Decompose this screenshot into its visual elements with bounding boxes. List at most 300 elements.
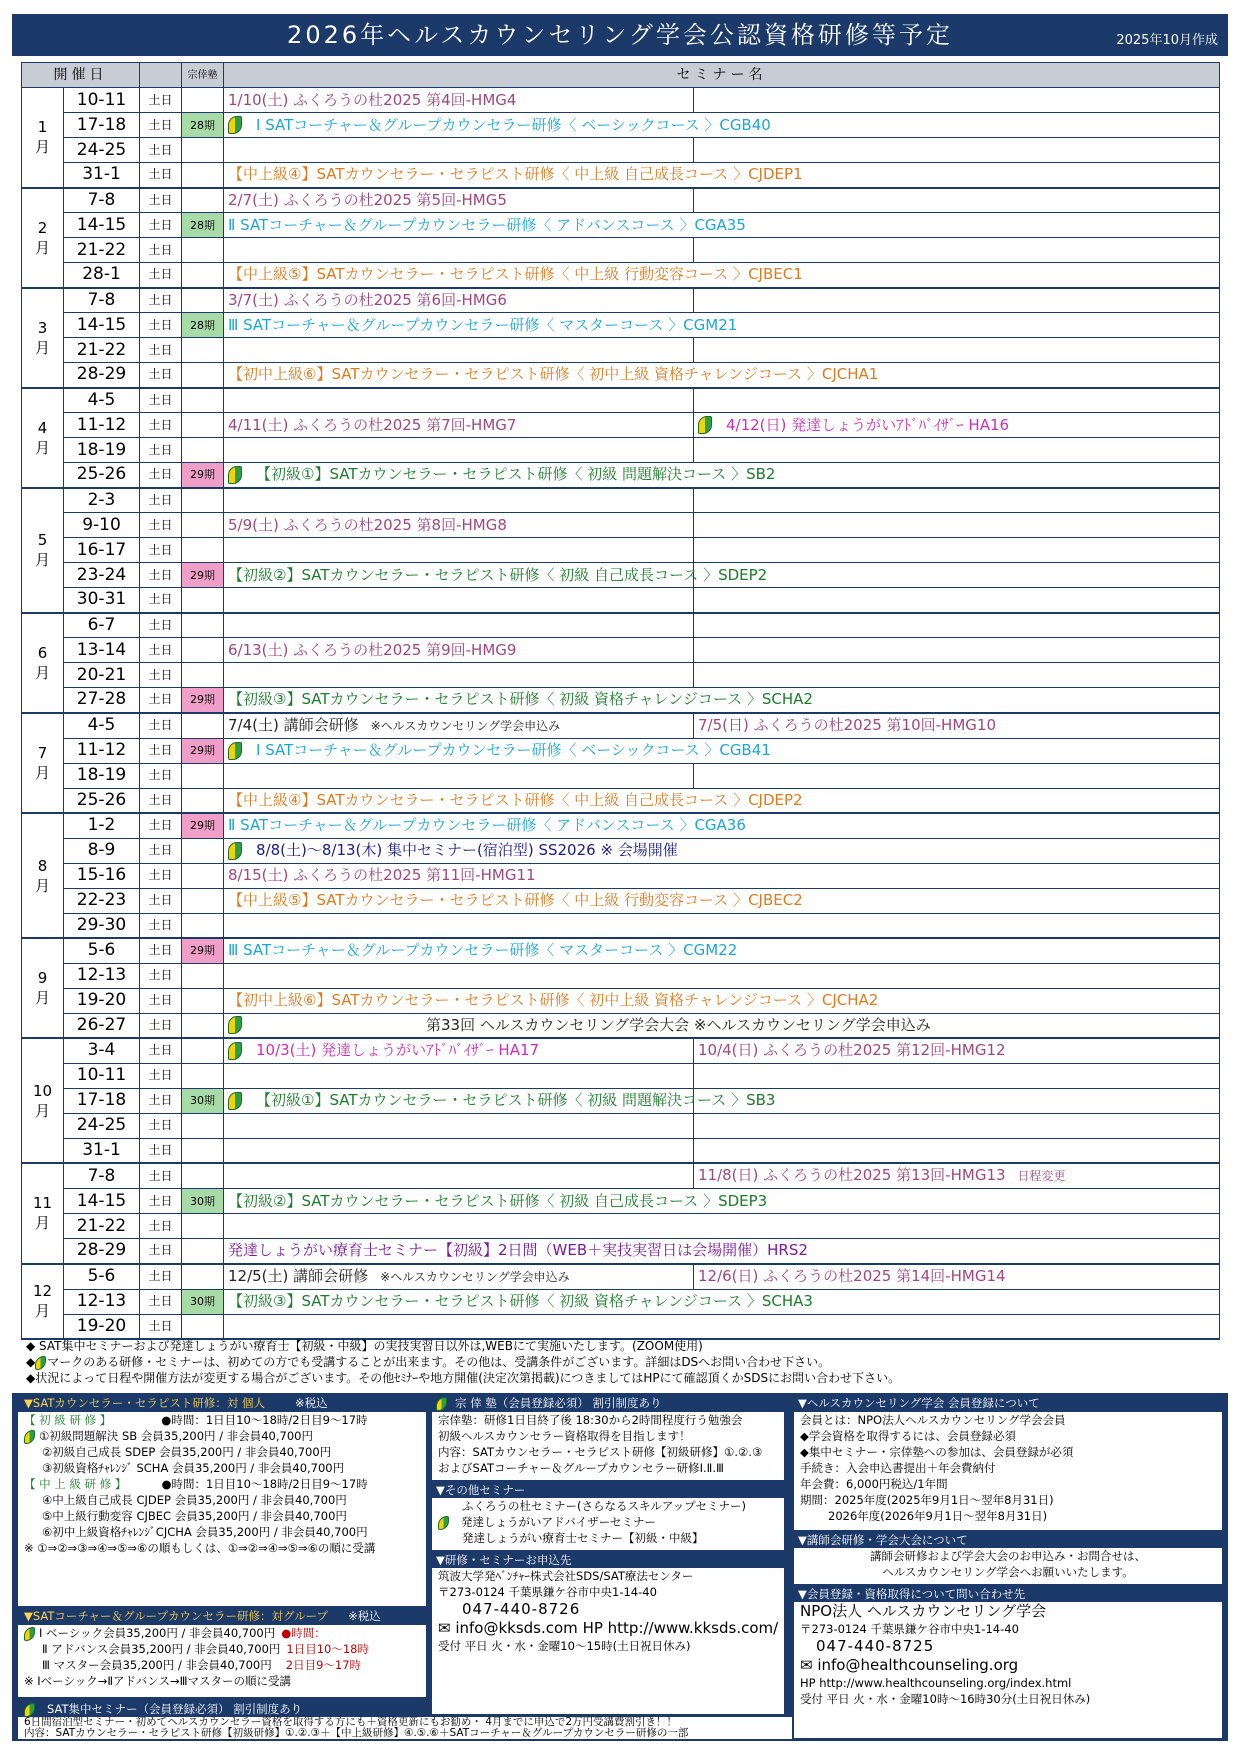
date-cell: 8-9 (64, 838, 140, 863)
day-cell: 土日 (140, 638, 182, 663)
class-cell: 29期 (182, 688, 224, 713)
date-cell: 14-15 (64, 213, 140, 238)
day-cell: 土日 (140, 1088, 182, 1113)
class-cell (182, 1113, 224, 1138)
date-cell: 16-17 (64, 538, 140, 563)
apply-link[interactable]: ✉ info@kksds.com HP http://www.kksds.com/ (438, 1619, 779, 1637)
day-cell: 土日 (140, 538, 182, 563)
table-row (22, 988, 1220, 1013)
table-row (22, 688, 1220, 713)
class-cell: 29期 (182, 563, 224, 588)
day-cell: 土日 (140, 138, 182, 163)
table-row (22, 1314, 1220, 1339)
col-header-date: 開催日 (22, 63, 140, 88)
event-cell (224, 1113, 694, 1138)
class-cell (182, 763, 224, 788)
day-cell: 土日 (140, 463, 182, 488)
event-cell-right (694, 488, 1220, 513)
beg-list: ①初級問題解決 SB 会員35,200円 / 非会員40,700円 (24, 1428, 420, 1444)
event-cell (224, 1189, 1220, 1214)
month-cell: 8 月 (22, 813, 64, 938)
event-cell (224, 1038, 694, 1063)
class-cell (182, 663, 224, 688)
event-text: 4/11(土) ふくろうの杜2025 第7回-HMG7 (228, 415, 517, 434)
table-row (22, 138, 1220, 163)
day-cell: 土日 (140, 1163, 182, 1189)
class-cell (182, 863, 224, 888)
table-row (22, 363, 1220, 388)
class-cell (182, 388, 224, 413)
table-row (22, 288, 1220, 313)
table-row (22, 1013, 1220, 1038)
date-cell: 22-23 (64, 888, 140, 913)
class-cell: 29期 (182, 463, 224, 488)
day-cell: 土日 (140, 1113, 182, 1138)
table-row (22, 238, 1220, 263)
event-cell (224, 563, 768, 588)
class-cell (182, 1314, 224, 1339)
event-text: 12/6(日) ふくろうの杜2025 第14回-HMG14 (698, 1267, 1006, 1285)
event-cell (224, 238, 694, 263)
day-cell: 土日 (140, 913, 182, 938)
month-cell: 9 月 (22, 938, 64, 1038)
event-text: 発達しょうがい療育士セミナー【初級】2日間（WEB＋実技実習日は会場開催）HRS2 (228, 1241, 808, 1260)
date-cell: 25-26 (64, 463, 140, 488)
event-cell (224, 363, 1220, 388)
beginner-mark-icon (24, 1703, 35, 1717)
month-cell: 5 月 (22, 488, 64, 613)
table-row (22, 113, 1220, 138)
event-cell-right (694, 238, 1220, 263)
table-row (22, 663, 1220, 688)
coach-box: Ⅰ ベーシック会員35,200円 / 非会員40,700円 ●時間： Ⅱ アドバンス会員35,200円 / 非会員40,700円 1日目10～18時 Ⅲ マスター会員35,200円 / 非会員40,700円 2日目9～17時 ※ Ⅰベーシック→Ⅱアドバンス→Ⅲマスターの順に受講 (18, 1625, 426, 1697)
event-cell (224, 513, 694, 538)
date-cell: 21-22 (64, 238, 140, 263)
event-text: 10/3(土) 発達しょうがいｱﾄﾞﾊﾞｲｻﾞｰ HA17 (256, 1041, 540, 1060)
event-text: Ⅲ SATコーチャー＆グループカウンセラー研修〈 マスターコース 〉CGM22 (228, 941, 738, 960)
class-cell: 30期 (182, 1189, 224, 1214)
event-cell-right (694, 638, 1220, 663)
day-cell: 土日 (140, 513, 182, 538)
event-cell-right (694, 413, 1220, 438)
event-cell (224, 988, 1220, 1013)
table-row (22, 388, 1220, 413)
table-row (22, 338, 1220, 363)
event-cell (224, 638, 694, 663)
day-cell: 土日 (140, 1289, 182, 1314)
table-row (22, 88, 1220, 113)
day-cell: 土日 (140, 563, 182, 588)
class-cell (182, 238, 224, 263)
event-cell (224, 213, 1220, 238)
class-cell: 29期 (182, 813, 224, 838)
month-cell: 6 月 (22, 613, 64, 713)
event-cell (224, 588, 694, 613)
month-cell: 4 月 (22, 388, 64, 488)
event-text: 【初級②】SATカウンセラー・セラピスト研修〈 初級 自己成長コース 〉SDEP2 (228, 565, 768, 584)
beginner-mark-icon (24, 1430, 35, 1444)
class-cell (182, 263, 224, 288)
table-row (22, 563, 1220, 588)
event-cell (224, 263, 1220, 288)
class-cell (182, 1264, 224, 1290)
juku-title: 宗 倖 塾（会員登録必須） 割引制度あり (436, 1395, 661, 1411)
date-cell: 10-11 (64, 88, 140, 113)
page-header (12, 14, 1228, 56)
event-text: 【初級③】SATカウンセラー・セラピスト研修〈 初級 資格チャレンジコース 〉SCHA3 (228, 1292, 813, 1310)
event-note: 日程変更 (1017, 1169, 1066, 1183)
event-cell (224, 663, 694, 688)
day-cell: 土日 (140, 238, 182, 263)
event-cell-right (694, 713, 1220, 739)
event-cell-right (694, 1063, 1220, 1088)
date-cell: 28-29 (64, 1239, 140, 1264)
day-cell: 土日 (140, 1264, 182, 1290)
event-cell (224, 1314, 1220, 1339)
day-cell: 土日 (140, 863, 182, 888)
day-cell: 土日 (140, 163, 182, 188)
event-cell-right (694, 538, 1220, 563)
class-cell (182, 513, 224, 538)
date-cell: 31-1 (64, 1138, 140, 1163)
event-cell (224, 1289, 1220, 1314)
day-cell: 土日 (140, 88, 182, 113)
event-cell-right (694, 613, 1220, 638)
event-cell (224, 1063, 694, 1088)
day-cell: 土日 (140, 113, 182, 138)
table-row (22, 513, 1220, 538)
event-cell (224, 1013, 1220, 1038)
col-header-day (140, 63, 182, 88)
event-cell (224, 113, 1220, 138)
beginner-mark-icon (228, 842, 242, 860)
date-cell: 12-13 (64, 1289, 140, 1314)
class-cell (182, 1163, 224, 1189)
event-cell (224, 613, 694, 638)
event-text: 【中上級④】SATカウンセラー・セラピスト研修〈 中上級 自己成長コース 〉CJDEP2 (228, 790, 803, 809)
day-cell: 土日 (140, 1239, 182, 1264)
class-cell: 29期 (182, 938, 224, 963)
day-cell: 土日 (140, 938, 182, 963)
class-cell (182, 913, 224, 938)
table-row (22, 713, 1220, 739)
event-cell-right (694, 188, 1220, 213)
date-cell: 11-12 (64, 413, 140, 438)
beginner-mark-icon (438, 1516, 449, 1530)
sat-title: ▼SATカウンセラー・セラピスト研修：対 個人 ※税込 (24, 1396, 328, 1410)
event-text: 第33回 ヘルスカウンセリング学会大会 ※ヘルスカウンセリング学会申込み (426, 1015, 931, 1034)
event-text: 【中上級④】SATカウンセラー・セラピスト研修〈 中上級 自己成長コース 〉CJDEP1 (228, 165, 803, 184)
date-cell: 24-25 (64, 138, 140, 163)
event-text: 【初級①】SATカウンセラー・セラピスト研修〈 初級 問題解決コース 〉SB3 (256, 1091, 776, 1109)
date-cell: 11-12 (64, 738, 140, 763)
beginner-mark-icon (228, 742, 242, 760)
month-cell: 10 月 (22, 1038, 64, 1163)
date-cell: 24-25 (64, 1113, 140, 1138)
event-text: 8/8(土)～8/13(木) 集中セミナー(宿泊型) SS2026 ※ 会場開催 (256, 841, 678, 859)
event-cell (224, 538, 694, 563)
date-cell: 19-20 (64, 988, 140, 1013)
class-cell (182, 88, 224, 113)
event-cell (224, 88, 694, 113)
day-cell: 土日 (140, 1138, 182, 1163)
reg-title: ▼ヘルスカウンセリング学会 会員登録について (798, 1396, 1040, 1410)
class-cell (182, 338, 224, 363)
table-row (22, 1289, 1220, 1314)
event-cell-right (694, 563, 1220, 588)
event-cell (224, 163, 1220, 188)
month-cell: 2 月 (22, 188, 64, 288)
day-cell: 土日 (140, 313, 182, 338)
day-cell: 土日 (140, 188, 182, 213)
date-cell: 13-14 (64, 638, 140, 663)
event-text: 5/9(土) ふくろうの杜2025 第8回-HMG8 (228, 515, 507, 534)
table-row (22, 738, 1220, 763)
event-cell (224, 813, 1220, 838)
event-cell-right (694, 763, 1220, 788)
date-cell: 25-26 (64, 788, 140, 813)
table-row (22, 1138, 1220, 1163)
footer-panel (12, 1393, 1228, 1741)
event-text: 2/7(土) ふくろうの杜2025 第5回-HMG5 (228, 190, 507, 209)
event-cell-right (694, 663, 1220, 688)
class-cell (182, 288, 224, 313)
coach-title: ▼SATコーチャー＆グループカウンセラー研修：対グループ ※税込 (24, 1609, 381, 1623)
date-cell: 10-11 (64, 1063, 140, 1088)
date-cell: 12-13 (64, 963, 140, 988)
apply-phone: 047-440-8726 (462, 1600, 581, 1618)
beginner-mark-icon (436, 1397, 447, 1411)
table-row (22, 1113, 1220, 1138)
event-text: 8/15(土) ふくろうの杜2025 第11回-HMG11 (228, 866, 536, 884)
class-cell (182, 713, 224, 739)
day-cell: 土日 (140, 1013, 182, 1038)
day-cell: 土日 (140, 1038, 182, 1063)
class-cell (182, 1013, 224, 1038)
day-cell: 土日 (140, 488, 182, 513)
event-text: Ⅱ SATコーチャー＆グループカウンセラー研修〈 アドバンスコース 〉CGA35 (228, 215, 746, 234)
event-cell (224, 838, 1220, 863)
date-cell: 3-4 (64, 1038, 140, 1063)
day-cell: 土日 (140, 263, 182, 288)
table-row (22, 913, 1220, 938)
event-cell (224, 688, 1220, 713)
table-row (22, 813, 1220, 838)
date-cell: 15-16 (64, 863, 140, 888)
sat-box: 【 初 級 研 修 】 ●時間：1日目10～18時/2日目9～17時 ①初級問題解決 SB 会員35,200円 / 非会員40,700円 ②初級自己成長 SDEP 会員35,200円 / 非会員40,700円 ③初級資格ﾁｬﾚﾝｼﾞ SCHA 会員35,200円 / 非会員40,700円 【 中 上 級 研 修 】 ●時間：1日目10～18時/2日目9～17時 ④中上級自己成長 CJDEP 会員35,200円 / 非会員40,700円 ⑤中上級行動変容 CJBEC 会員35,200円 / 非会員40,700円 ⑥初中上級資格ﾁｬﾚﾝｼﾞCJCHA 会員35,200円 / 非会員40,700円 ※ ①⇒②⇒③⇒④⇒⑤⇒⑥の順もしくは、①⇒②⇒④⇒⑤⇒⑥の順に受講 (18, 1412, 426, 1606)
event-cell (224, 1138, 694, 1163)
day-cell: 土日 (140, 688, 182, 713)
table-row (22, 1088, 1220, 1113)
notes (26, 1338, 1226, 1386)
class-cell: 28期 (182, 313, 224, 338)
beginner-mark-icon (228, 1016, 242, 1034)
table-row (22, 538, 1220, 563)
event-cell (224, 388, 694, 413)
event-cell (224, 763, 694, 788)
day-cell: 土日 (140, 1063, 182, 1088)
event-text: 6/13(土) ふくろうの杜2025 第9回-HMG9 (228, 640, 517, 659)
table-row (22, 1214, 1220, 1239)
table-row (22, 1239, 1220, 1264)
date-cell: 7-8 (64, 1163, 140, 1189)
juku-box: 宗倖塾：研修1日目終了後 18:30から2時間程度行う勉強会 初級ヘルスカウンセラー資格取得を目指します！ 内容：SATカウンセラー・セラピスト研修【初級研修】①.②.③ およびSATコーチャー＆グループカウンセラー研修Ⅰ.Ⅱ.Ⅲ (432, 1412, 784, 1480)
day-cell: 土日 (140, 338, 182, 363)
class-cell (182, 588, 224, 613)
event-cell (224, 313, 1220, 338)
class-cell (182, 1239, 224, 1264)
org-hp[interactable]: HP http://www.healthcounseling.org/index.html (800, 1676, 1072, 1690)
date-cell: 18-19 (64, 438, 140, 463)
class-cell (182, 788, 224, 813)
day-cell: 土日 (140, 413, 182, 438)
class-cell (182, 488, 224, 513)
event-text: 11/8(日) ふくろうの杜2025 第13回-HMG13 (698, 1166, 1006, 1184)
col-header-class: 宗倖塾 (182, 63, 224, 88)
beginner-mark-icon (228, 116, 242, 134)
date-cell: 27-28 (64, 688, 140, 713)
day-cell: 土日 (140, 963, 182, 988)
note-2: ◆ マークのある研修・セミナーは、初めての方でも受講することが出来ます。その他は、受講条件がございます。詳細はDSへお問い合わせ下さい。 (26, 1355, 831, 1369)
event-cell (224, 413, 694, 438)
event-cell-right (694, 1113, 1220, 1138)
class-cell (182, 1038, 224, 1063)
class-cell (182, 613, 224, 638)
ss-title: SAT集中セミナー（会員登録必須） 割引制度あり (24, 1701, 302, 1717)
class-cell (182, 1138, 224, 1163)
class-cell: 29期 (182, 738, 224, 763)
date-cell: 7-8 (64, 288, 140, 313)
day-cell: 土日 (140, 388, 182, 413)
lec-box: 講師会研修および学会大会のお申込み・お問合せは、 ヘルスカウンセリング学会へお願いいたします。 (794, 1548, 1222, 1584)
event-cell-right (694, 288, 1220, 313)
class-cell (182, 1063, 224, 1088)
event-cell (224, 738, 1220, 763)
class-cell (182, 163, 224, 188)
event-text: 【初級②】SATカウンセラー・セラピスト研修〈 初級 自己成長コース 〉SDEP3 (228, 1191, 768, 1210)
contact-title: ▼会員登録・資格取得について問い合わせ先 (798, 1587, 1026, 1601)
event-cell (224, 1088, 776, 1113)
class-cell (182, 438, 224, 463)
ss-box: 6日間宿泊型セミナー・初めてヘルスカウンセラー資格を取得する方にも＋資格更新にもお勧め・ 4月までに申込で2万円受講費割引き！！ 内容：SATカウンセラー・セラピスト研修【初級研修】①.②.③＋【中上級研修】④.⑤.⑥＋SATコーチャー＆グループカウンセラー研修の一部 (18, 1717, 792, 1739)
reg-box: 会員とは：NPO法人ヘルスカウンセリング学会会員 ◆学会資格を取得するには、会員登録必須 ◆集中セミナー・宗倖塾への参加は、会員登録が必須 手続き：入会申込書提出＋年会費納付 年会費：6,000円税込/1年間 期間：2025年度(2025年9月1日～翌年8月31日) 2026年度(2026年9月1日～翌年8月31日) (794, 1412, 1222, 1530)
date-cell: 26-27 (64, 1013, 140, 1038)
day-cell: 土日 (140, 288, 182, 313)
beginner-mark-icon (35, 1356, 46, 1370)
event-cell (224, 1163, 694, 1189)
event-text: 【中上級⑤】SATカウンセラー・セラピスト研修〈 中上級 行動変容コース 〉CJBEC1 (228, 265, 803, 284)
class-cell (182, 138, 224, 163)
event-text: 【初中上級⑥】SATカウンセラー・セラピスト研修〈 初中上級 資格チャレンジコース 〉CJCHA2 (228, 991, 879, 1009)
event-cell (224, 488, 694, 513)
class-cell: 28期 (182, 213, 224, 238)
table-row (22, 313, 1220, 338)
month-cell: 11 月 (22, 1163, 64, 1264)
event-cell-right (694, 1038, 1220, 1063)
date-cell: 1-2 (64, 813, 140, 838)
day-cell: 土日 (140, 1214, 182, 1239)
day-cell: 土日 (140, 588, 182, 613)
event-cell (224, 463, 1220, 488)
class-cell (182, 538, 224, 563)
table-row (22, 1264, 1220, 1290)
day-cell: 土日 (140, 213, 182, 238)
apply-title: ▼研修・セミナーお申込先 (436, 1553, 572, 1567)
class-cell (182, 838, 224, 863)
table-row (22, 763, 1220, 788)
table-row (22, 963, 1220, 988)
class-cell (182, 963, 224, 988)
event-cell-right (694, 1138, 1220, 1163)
beginner-mark-icon (24, 1627, 35, 1641)
event-cell (224, 338, 694, 363)
day-cell: 土日 (140, 763, 182, 788)
apply-box: 筑波大学発ﾍﾞﾝﾁｬｰ株式会社SDS/SAT療法センター 〒273-0124 千葉県鎌ケ谷市中央1-14-40 047-440-8726 ✉ info@kksds.com HP http://www.kksds.com/ 受付 平日 火・水・金曜10～15時(土日祝日休み) (432, 1568, 784, 1714)
event-text: 3/7(土) ふくろうの杜2025 第6回-HMG6 (228, 290, 507, 309)
table-row (22, 588, 1220, 613)
date-cell: 28-29 (64, 363, 140, 388)
event-text: 7/4(土) 講師会研修 (228, 715, 359, 734)
date-cell: 23-24 (64, 563, 140, 588)
date-cell: 28-1 (64, 263, 140, 288)
date-cell: 21-22 (64, 338, 140, 363)
org-phone: 047-440-8725 (816, 1637, 935, 1655)
table-row (22, 1189, 1220, 1214)
month-cell: 1 月 (22, 88, 64, 188)
event-text: Ⅲ SATコーチャー＆グループカウンセラー研修〈 マスターコース 〉CGM21 (228, 315, 738, 334)
event-text: 10/4(日) ふくろうの杜2025 第12回-HMG12 (698, 1041, 1006, 1060)
event-cell-right (694, 338, 1220, 363)
event-text: 【初級①】SATカウンセラー・セラピスト研修〈 初級 問題解決コース 〉SB2 (256, 465, 776, 484)
event-note: ※ヘルスカウンセリング学会申込み (370, 718, 561, 733)
day-cell: 土日 (140, 838, 182, 863)
event-text: 4/12(日) 発達しょうがいｱﾄﾞﾊﾞｲｻﾞｰ HA16 (726, 415, 1010, 434)
date-cell: 30-31 (64, 588, 140, 613)
date-cell: 17-18 (64, 113, 140, 138)
date-cell: 20-21 (64, 663, 140, 688)
day-cell: 土日 (140, 813, 182, 838)
event-cell (224, 938, 1220, 963)
event-text: 【中上級⑤】SATカウンセラー・セラピスト研修〈 中上級 行動変容コース 〉CJBEC2 (228, 891, 803, 909)
date-cell: 14-15 (64, 1189, 140, 1214)
event-cell (224, 138, 694, 163)
col-header-seminar: セミナー名 (224, 63, 1220, 88)
event-cell-right (694, 513, 1220, 538)
class-cell: 30期 (182, 1088, 224, 1113)
lec-title: ▼講師会研修・学会大会について (798, 1533, 968, 1547)
class-cell (182, 1214, 224, 1239)
month-cell: 3 月 (22, 288, 64, 388)
date-cell: 19-20 (64, 1314, 140, 1339)
beginner-mark-icon (228, 1092, 242, 1110)
event-text: 12/5(土) 講師会研修 (228, 1266, 369, 1285)
class-cell (182, 413, 224, 438)
event-cell (224, 1264, 694, 1290)
table-row (22, 1063, 1220, 1088)
note-1: ◆ SAT集中セミナーおよび発達しょうがい療育士【初級・中級】の実技実習日以外は,WEBにて実施いたします。(ZOOM使用) (26, 1339, 703, 1353)
event-cell-right (694, 1163, 1220, 1189)
date-cell: 5-6 (64, 1264, 140, 1290)
table-row (22, 1038, 1220, 1063)
event-text: Ⅱ SATコーチャー＆グループカウンセラー研修〈 アドバンスコース 〉CGA36 (228, 816, 746, 835)
org-mail[interactable]: ✉ info@healthcounseling.org (800, 1656, 1019, 1674)
class-cell (182, 363, 224, 388)
table-row (22, 163, 1220, 188)
date-cell: 5-6 (64, 938, 140, 963)
table-row (22, 213, 1220, 238)
created-date: 2025年10月作成 (1116, 33, 1218, 48)
event-text: 【初級③】SATカウンセラー・セラピスト研修〈 初級 資格チャレンジコース 〉SCHA2 (228, 690, 813, 709)
